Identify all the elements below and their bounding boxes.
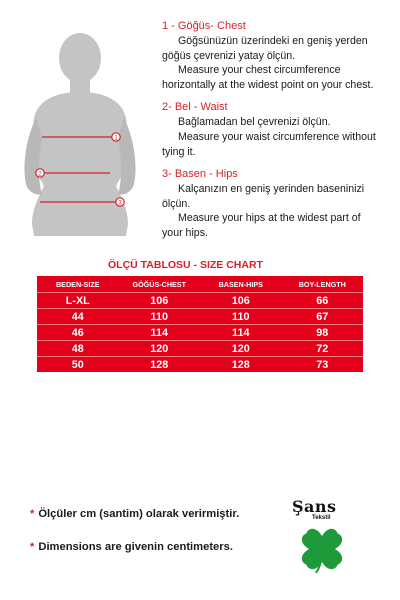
hips-text-en-1: Measure your hips at the widest part of — [178, 212, 361, 225]
note-units-en-text: Dimensions are givenin centimeters. — [38, 541, 233, 553]
table-header-row — [37, 276, 363, 293]
cell-length: 98 — [282, 325, 364, 341]
marker-3 — [116, 198, 124, 207]
hips-text-tr-2: ölçün. — [162, 197, 191, 210]
cell-hips: 120 — [200, 341, 282, 357]
cell-chest: 110 — [119, 309, 201, 325]
brand-name: Şans — [292, 497, 337, 516]
svg-text:2: 2 — [38, 171, 42, 178]
table-row — [37, 357, 363, 373]
size-chart-title: ÖLÇÜ TABLOSU - SIZE CHART — [108, 259, 263, 271]
note-units-en — [30, 541, 233, 553]
header-length: BOY-LENGTH — [298, 279, 346, 289]
table-row — [37, 309, 363, 325]
asterisk-icon: * — [30, 508, 35, 520]
cell-size: L-XL — [37, 293, 119, 309]
asterisk-icon: * — [30, 541, 35, 553]
chest-text-tr-2: göğüs çevrenizi yatay ölçün. — [162, 49, 296, 62]
cell-size: 46 — [37, 325, 119, 341]
waist-instruction — [162, 100, 394, 159]
note-units-tr-text: Ölçüler cm (santim) olarak verirmiştir. — [38, 508, 240, 520]
chest-text-en-1: Measure your chest circumference — [178, 64, 341, 77]
waist-text-tr-1: Bağlamadan bel çevrenizi ölçün. — [178, 116, 331, 129]
cell-chest: 120 — [119, 341, 201, 357]
svg-text:3: 3 — [118, 200, 122, 207]
cell-chest: 106 — [119, 293, 201, 309]
chest-text-en-2: horizontally at the widest point on your chest. — [162, 78, 374, 91]
chest-title: 1 - Göğüs- Chest — [162, 20, 246, 32]
waist-text-en-2: tying it. — [162, 145, 196, 158]
brand-logo — [290, 497, 360, 577]
waist-title: 2- Bel - Waist — [162, 101, 228, 114]
cell-length: 67 — [282, 309, 364, 325]
cell-length: 66 — [282, 293, 364, 309]
marker-1 — [112, 133, 120, 142]
hips-title: 3- Basen - Hips — [162, 168, 238, 181]
hips-text-tr-1: Kalçanızın en geniş yerinden baseninizi — [178, 183, 365, 196]
table-row — [37, 293, 363, 309]
cell-size: 50 — [37, 357, 119, 373]
cell-length: 73 — [282, 357, 364, 373]
cell-hips: 106 — [200, 293, 282, 309]
header-hips: BASEN-HIPS — [218, 279, 263, 289]
svg-text:1: 1 — [114, 135, 118, 142]
silhouette-graphic — [12, 26, 148, 246]
clover-icon — [300, 527, 344, 575]
cell-length: 72 — [282, 341, 364, 357]
cell-hips: 110 — [200, 309, 282, 325]
table-row — [37, 341, 363, 357]
measurement-instructions — [162, 19, 394, 249]
note-units-tr — [30, 508, 239, 520]
hips-text-en-2: your hips. — [162, 226, 208, 239]
body-silhouette — [12, 26, 148, 246]
chest-text-tr-1: Göğsünüzün üzerindeki en geniş yerden — [178, 35, 368, 47]
chest-instruction — [162, 19, 394, 92]
cell-size: 44 — [37, 309, 119, 325]
size-chart-table — [37, 276, 363, 372]
waist-text-en-1: Measure your waist circumference without — [178, 130, 376, 143]
header-chest: GÖĞÜS-CHEST — [132, 279, 186, 289]
header-size: BEDEN-SIZE — [55, 279, 100, 289]
cell-hips: 128 — [200, 357, 282, 373]
hips-instruction — [162, 167, 394, 240]
cell-size: 48 — [37, 341, 119, 357]
cell-chest: 128 — [119, 357, 201, 373]
cell-hips: 114 — [200, 325, 282, 341]
marker-2 — [36, 169, 44, 178]
table-row — [37, 325, 363, 341]
cell-chest: 114 — [119, 325, 201, 341]
brand-subtitle: Tekstil — [312, 515, 331, 521]
